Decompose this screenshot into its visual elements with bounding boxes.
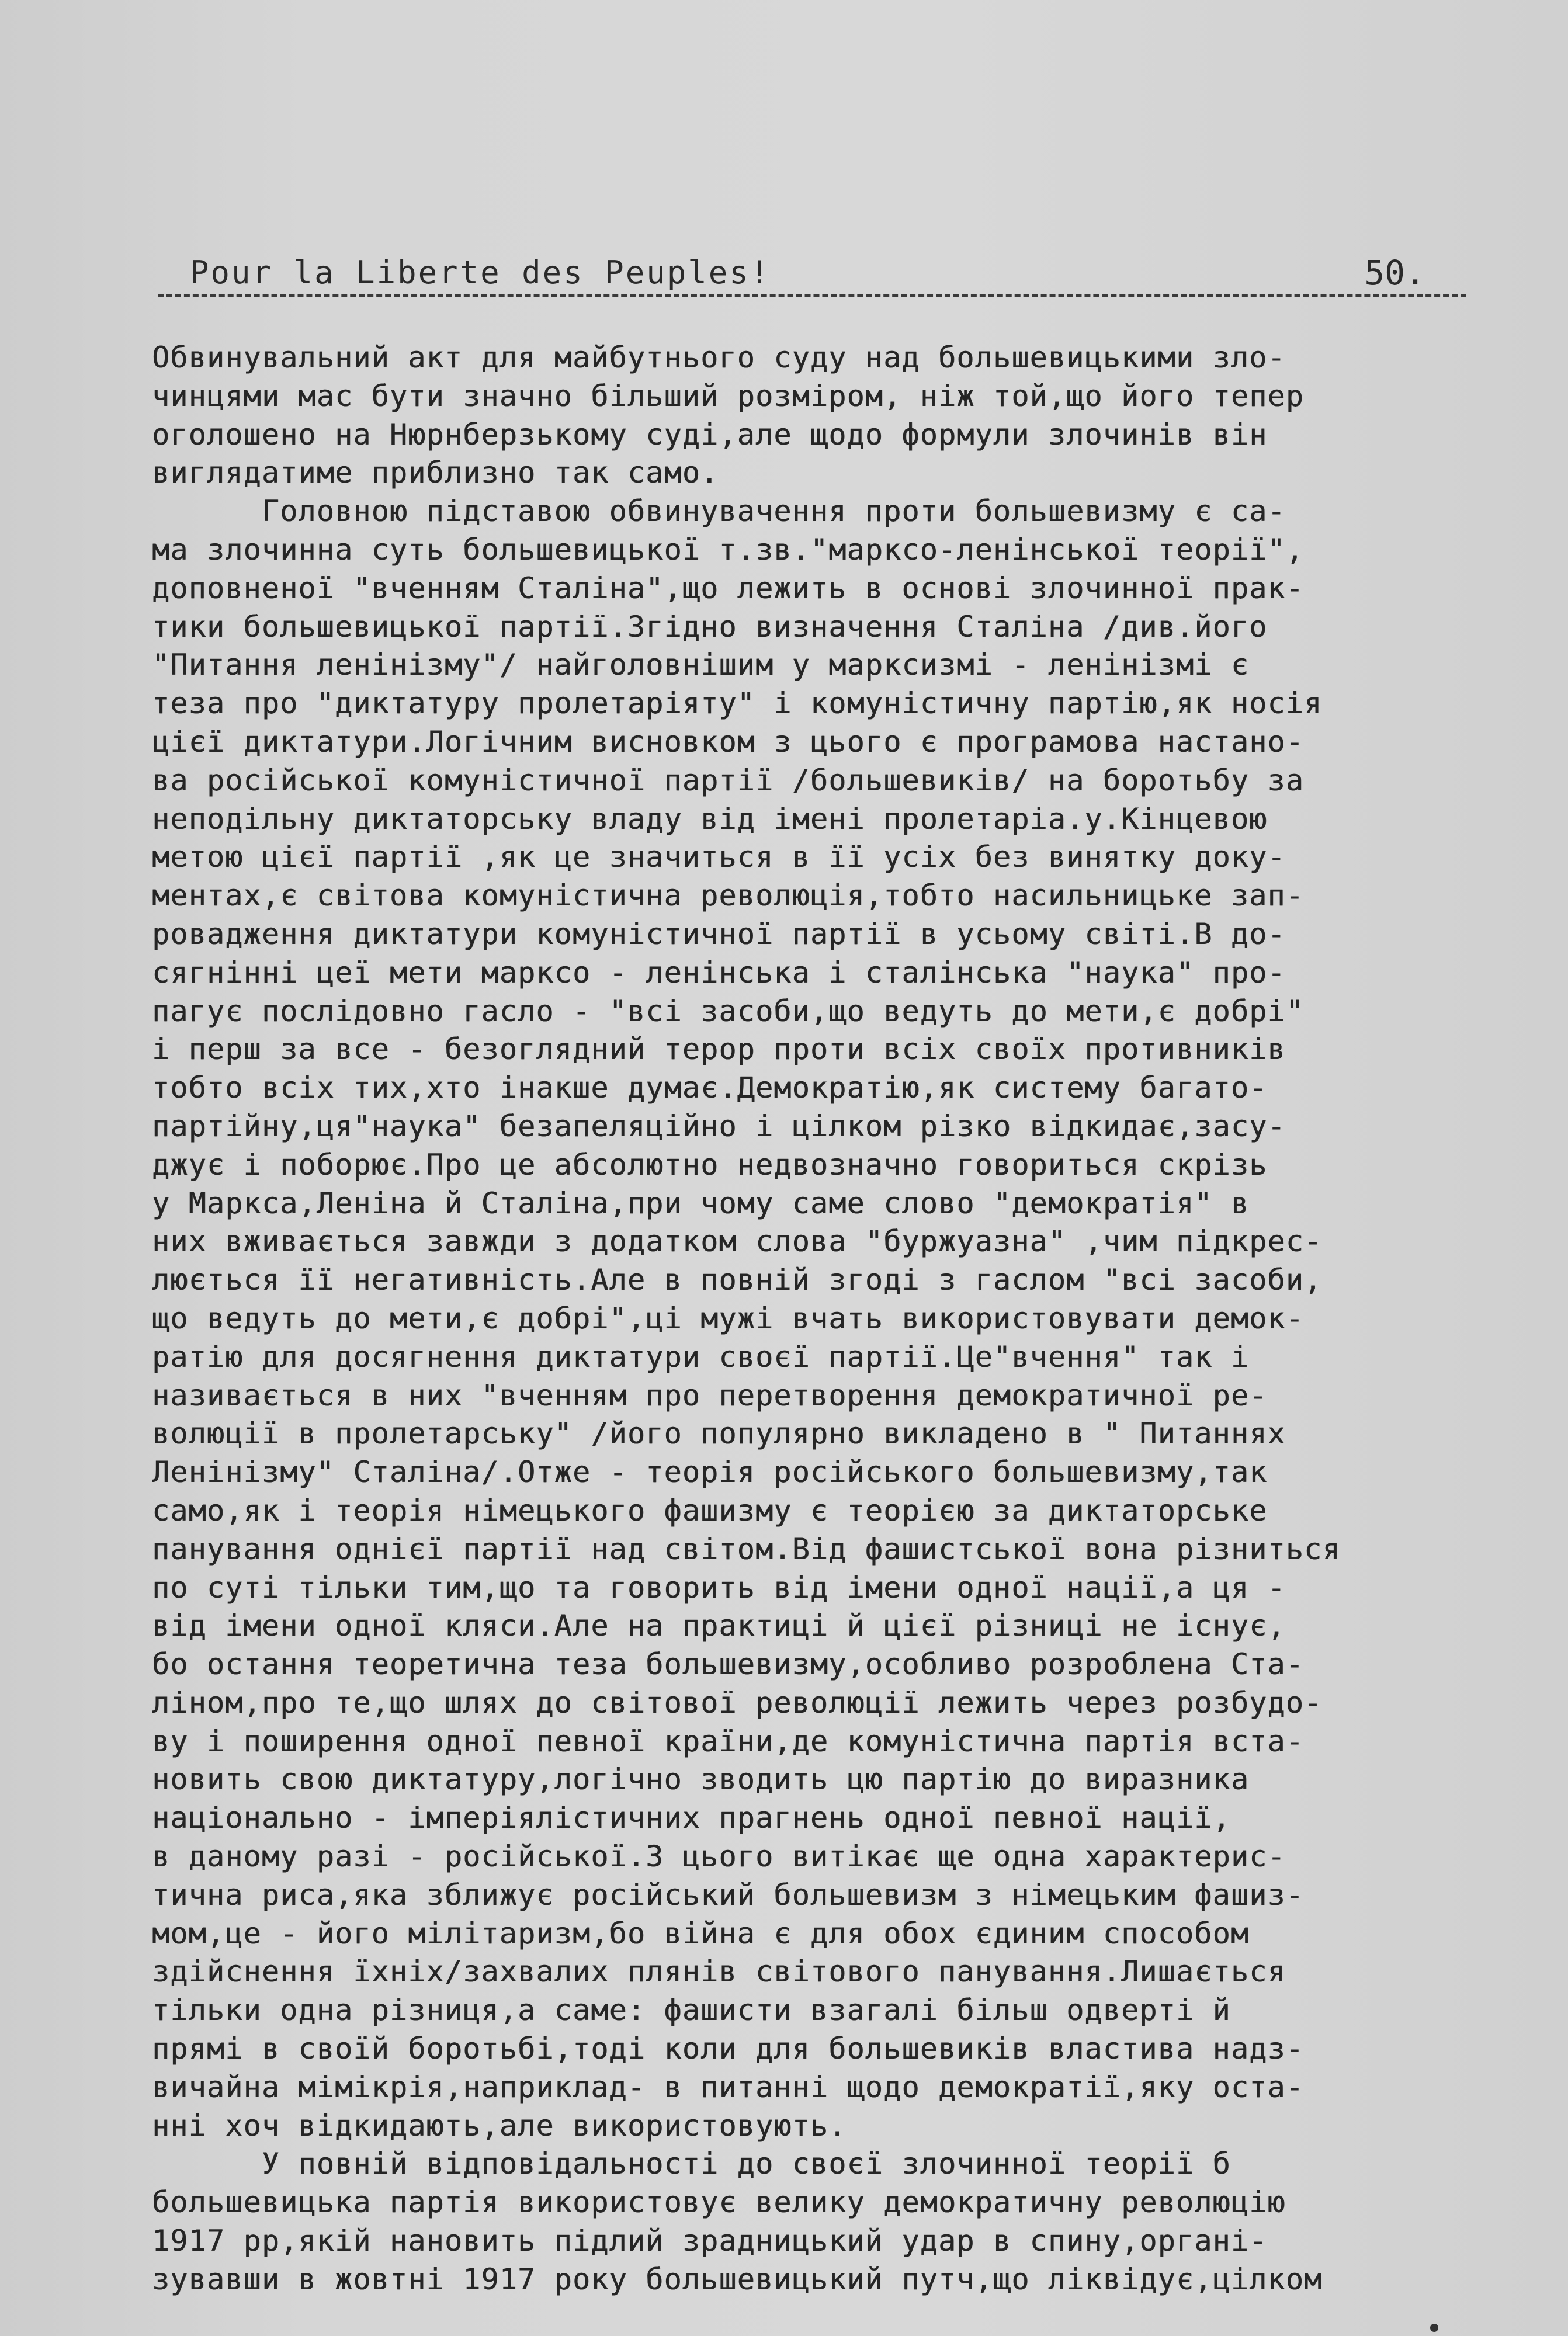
text-line: ма злочинна суть большевицької т.зв."марксо-ленінської теорії",	[152, 532, 1305, 567]
text-line: цієї диктатури.Логічним висновком з цього є програмова настано-	[152, 724, 1305, 759]
text-line: "Питання ленінізму"/ найголовнішим у марксизмі - ленінізмі є	[152, 648, 1250, 682]
text-line: Обвинувальний акт для майбутнього суду над большевицькими зло-	[152, 341, 1286, 374]
text-line: чинцями мас бути значно більший розміром, ніж той,що його тепер	[152, 379, 1305, 413]
running-title: Pour la Liberte des Peuples!	[190, 254, 771, 291]
text-line: прямі в своїй боротьбі,тоді коли для большевиків властива надз-	[152, 2032, 1305, 2066]
text-line: партійну,ця"наука" безапеляційно і цілком різко відкидає,засу-	[152, 1109, 1286, 1143]
text-line: національно - імперіялістичних прагнень одної певної нації,	[152, 1801, 1231, 1835]
text-line: большевицька партія використовує велику демократичну революцію	[152, 2185, 1286, 2220]
text-line: джує і поборює.Про це абсолютно недвозначно говориться скрізь	[152, 1147, 1268, 1182]
page-header	[158, 248, 1466, 295]
text-line: в даному разі - російської.З цього витікає ще одна характерис-	[152, 1839, 1286, 1874]
text-line: по суті тільки тим,що та говорить від імени одної нації,а ця -	[152, 1570, 1286, 1605]
text-line: пагує послідовно гасло - "всі засоби,що ведуть до мети,є добрі"	[152, 994, 1305, 1028]
text-line: теза про "диктатуру пролетаріяту" і комуністичну партію,як носія	[152, 686, 1323, 721]
text-line: бо остання теоретична теза большевизму,особливо розроблена Ста-	[152, 1647, 1305, 1682]
text-line: них вживається завжди з додатком слова "буржуазна" ,чим підкрес-	[152, 1224, 1323, 1259]
text-line: панування однієї партії над світом.Від фашистської вона різниться	[152, 1532, 1341, 1566]
text-line: новить свою диктатуру,логічно зводить цю партію до виразника	[152, 1762, 1250, 1797]
text-line: що ведуть до мети,є добрі",ці мужі вчать використовувати демок-	[152, 1301, 1305, 1335]
text-line: вичайна мімікрія,наприклад- в питанні щодо демократії,яку оста-	[152, 2070, 1305, 2104]
text-line: У повній відповідальності до своєї злочинної теорії б	[152, 2147, 1231, 2181]
text-line: від імени одної кляси.Але на практиці й цієї різниці не існує,	[152, 1609, 1286, 1643]
text-line: тична риса,яка зближує російський большевизм з німецьким фашиз-	[152, 1877, 1305, 1912]
text-line: Головною підставою обвинувачення проти большевизму є са-	[152, 494, 1286, 529]
text-line: тобто всіх тих,хто інакше думає.Демократію,як систему багато-	[152, 1071, 1268, 1105]
text-line: ліном,про те,що шлях до світової революції лежить через розбудо-	[152, 1685, 1323, 1720]
text-line: ву і поширення одної певної країни,де комуністична партія вста-	[152, 1724, 1305, 1758]
text-line: само,як і теорія німецького фашизму є теорією за диктаторське	[152, 1493, 1268, 1528]
text-line: доповненої "вченням Сталіна",що лежить в основі злочинної прак-	[152, 571, 1305, 605]
text-line: у Маркса,Леніна й Сталіна,при чому саме слово "демократія" в	[152, 1186, 1250, 1220]
text-line: здійснення їхніх/захвалих плянів світового панування.Лишається	[152, 1955, 1286, 1989]
text-line: ментах,є світова комуністична революція,тобто насильницьке зап-	[152, 879, 1305, 913]
text-line: люється її негативність.Але в повній згоді з гаслом "всі засоби,	[152, 1263, 1323, 1297]
text-line: волюції в пролетарську" /його популярно викладено в " Питаннях	[152, 1417, 1286, 1451]
text-line: тільки одна різниця,а саме: фашисти взагалі більш одверті й	[152, 1993, 1231, 2028]
text-line: називається в них "вченням про перетворення демократичної ре-	[152, 1378, 1268, 1412]
text-line: виглядатиме приблизно так само.	[152, 456, 719, 490]
text-line: тики большевицької партії.Згідно визначення Сталіна /див.його	[152, 609, 1268, 644]
text-line: нні хоч відкидають,але використовують.	[152, 2108, 847, 2143]
text-line: неподільну диктаторську владу від імені пролетаріа.у.Кінцевою	[152, 801, 1268, 836]
text-line: і перш за все - безоглядний терор проти всіх своїх противників	[152, 1032, 1286, 1067]
text-line: оголошено на Нюрнберзькому суді,але щодо формули злочинів він	[152, 417, 1268, 452]
typewritten-body	[152, 339, 1490, 2299]
text-line: зувавши в жовтні 1917 року большевицький путч,що ліквідує,цілком	[152, 2262, 1323, 2296]
text-line: Ленінізму" Сталіна/.Отже - теорія російського большевизму,так	[152, 1455, 1268, 1490]
text-line: ва російської комуністичної партії /большевиків/ на боротьбу за	[152, 763, 1305, 797]
text-line: сягнінні цеї мети марксо - ленінська і сталінська "наука" про-	[152, 955, 1286, 990]
header-dashed-rule	[158, 294, 1466, 297]
text-line: ровадження диктатури комуністичної партії в усьому світі.В до-	[152, 917, 1286, 951]
page-number: 50.	[1364, 253, 1425, 293]
text-line: 1917 рр,якій нановить підлий зрадницький удар в спину,органі-	[152, 2224, 1268, 2258]
page-mark-dot	[1430, 2324, 1438, 2332]
text-line: ратію для досягнення диктатури своєї партії.Це"вчення" так і	[152, 1339, 1250, 1374]
text-line: метою цієї партії ,як це значиться в її усіх без винятку доку-	[152, 840, 1286, 874]
text-line: мом,це - його мілітаризм,бо війна є для обох єдиним способом	[152, 1916, 1250, 1950]
